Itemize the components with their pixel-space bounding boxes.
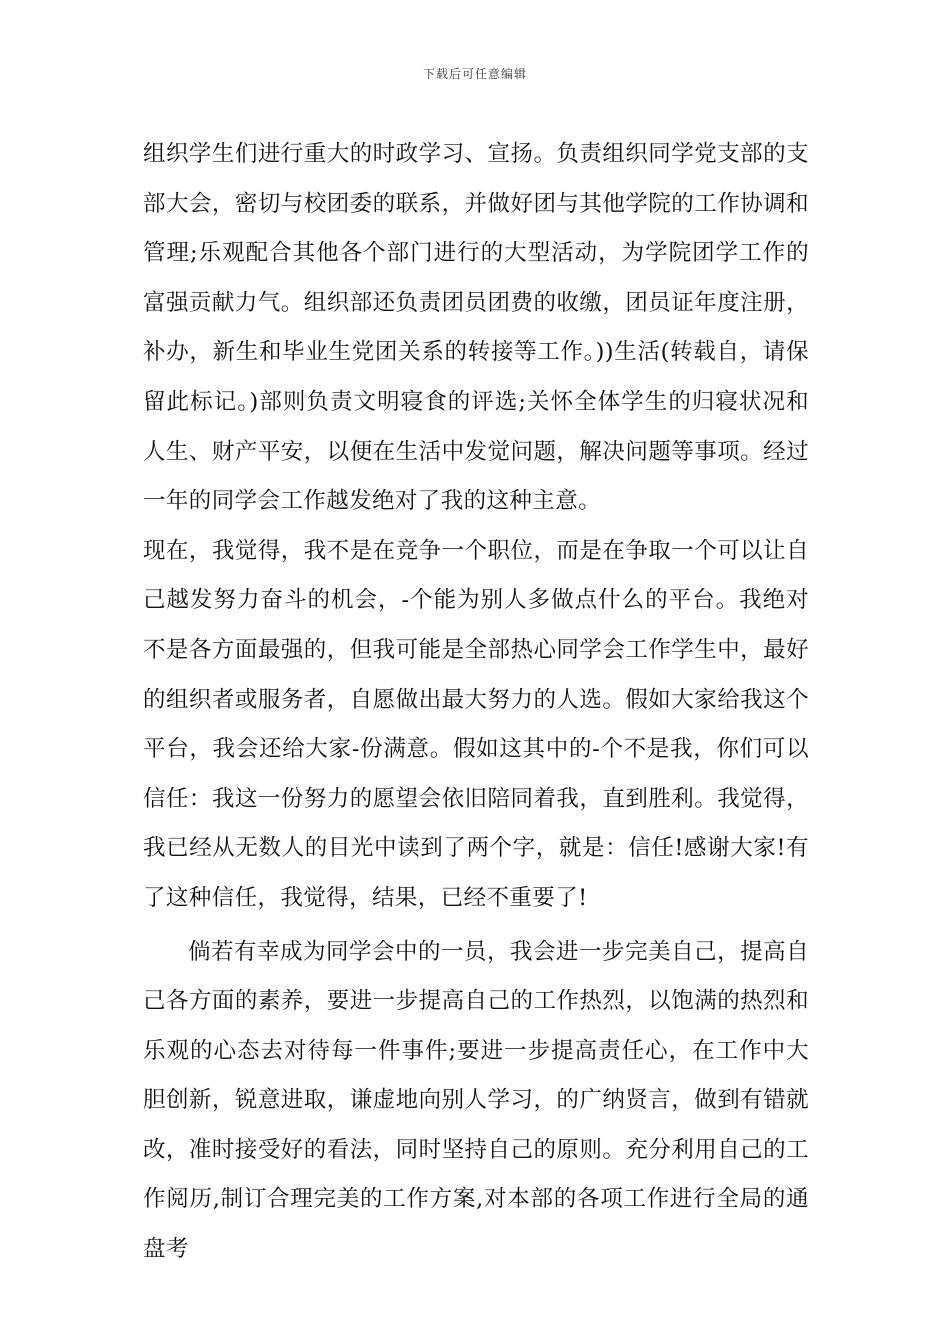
page-header: 下载后可任意编辑 [422,67,527,81]
document-body [143,130,809,1275]
paragraph-3: 倘若有幸成为同学会中的一员，我会进一步完美自己，提高自己各方面的素养，要进一步提高自己的工作热烈，以饱满的热烈和乐观的心态去对待每一件事件;要进一步提高责任心，在工作中大胆创新，锐意进取，谦虚地向别人学习，的广纳贤言，做到有错就改，准时接受好的看法，同时坚持自己的原则。充分利用自己的工作阅历,制订合理完美的工作方案,对本部的各项工作进行全局的通盘考 [143,938,809,1263]
paragraph-2: 现在，我觉得，我不是在竞争一个职位，而是在争取一个可以让自己越发努力奋斗的机会，-个能为别人多做点什么的平台。我绝对不是各方面最强的，但我可能是全部热心同学会工作学生中，最好的组织者或服务者，自愿做出最大努力的人选。假如大家给我这个平台，我会还给大家-份满意。假如这其中的-个不是我，你们可以信任：我这一份努力的愿望会依旧陪同着我，直到胜利。我觉得，我已经从无数人的目光中读到了两个字，就是：信任!感谢大家!有了这种信任，我觉得，结果，已经不重要了! [143,537,809,911]
paragraph-1: 组织学生们进行重大的时政学习、宣扬。负责组织同学党支部的支部大会，密切与校团委的联系，并做好团与其他学院的工作协调和管理;乐观配合其他各个部门进行的大型活动，为学院团学工作的富强贡献力气。组织部还负责团员团费的收缴，团员证年度注册，补办，新生和毕业生党团关系的转接等工作。))生活(转载自，请保留此标记。)部则负责文明寝食的评选;关怀全体学生的归寝状况和人生、财产平安，以便在生活中发觉问题，解决问题等事项。经过一年的同学会工作越发绝对了我的这种主意。 [143,141,809,515]
